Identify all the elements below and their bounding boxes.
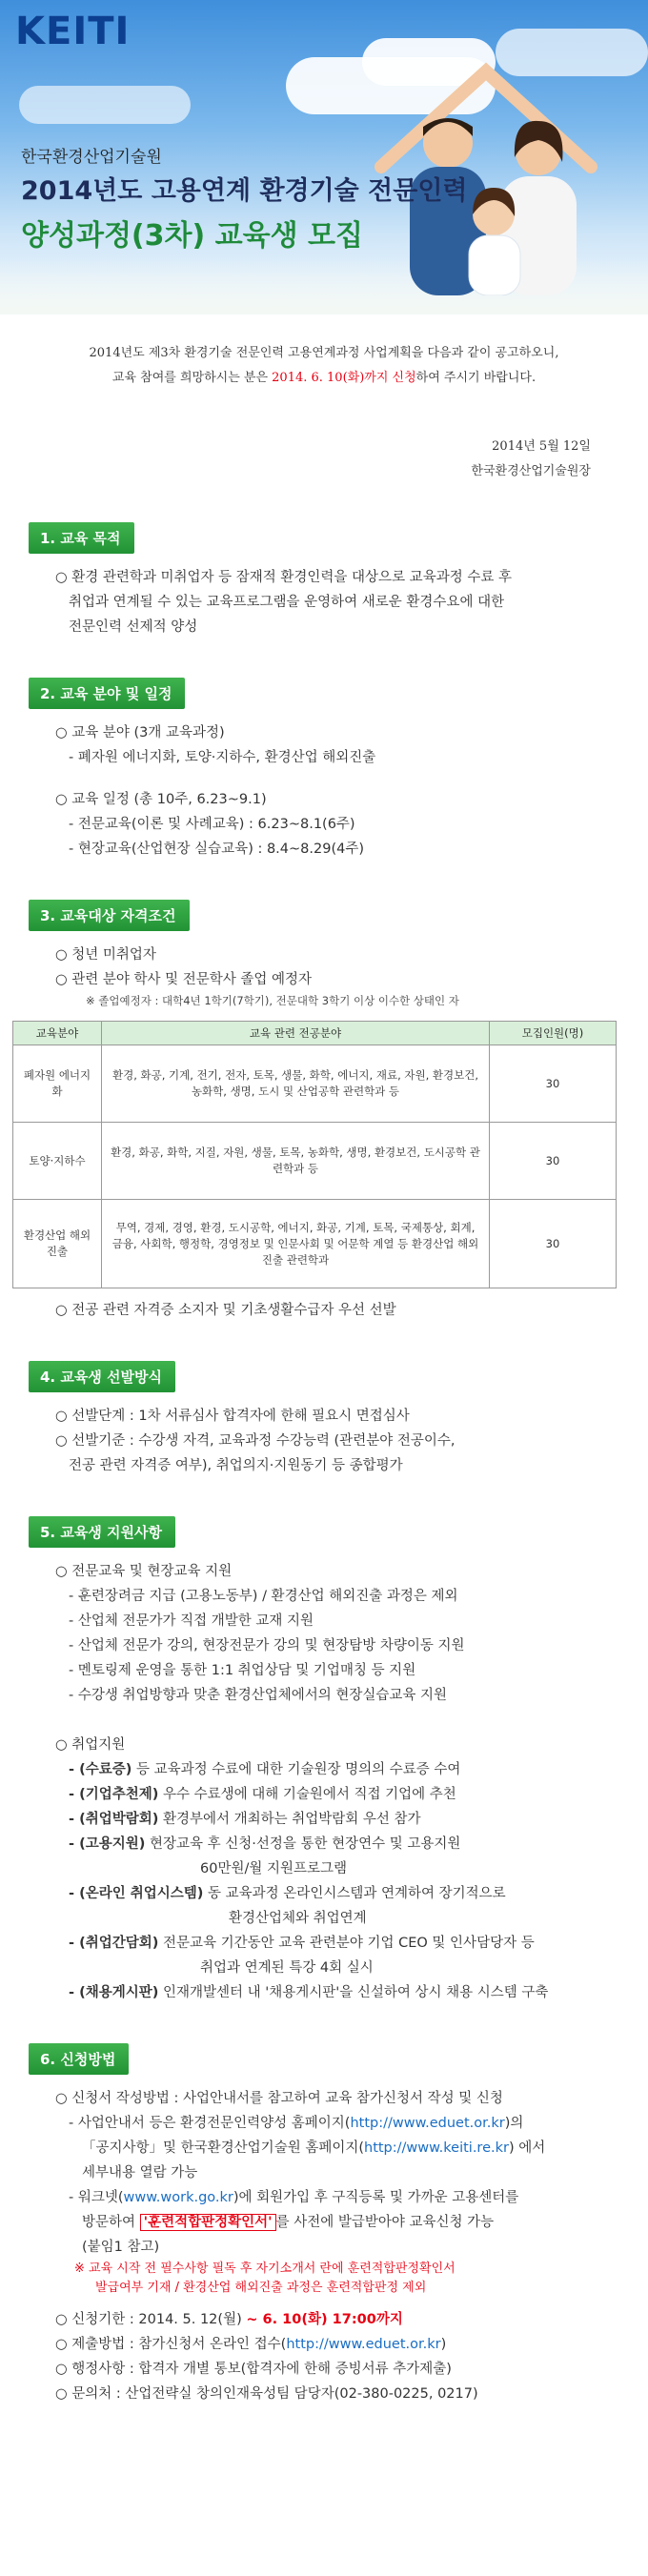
- text-line: ○ 관련 분야 학사 및 전문학사 졸업 예정자: [55, 972, 313, 987]
- text-line: - (온라인 취업시스템) 동 교육과정 온라인시스템과 연계하여 장기적으로: [69, 1886, 506, 1901]
- table-cell: 30: [490, 1123, 617, 1200]
- text-line: ○ 전공 관련 자격증 소지자 및 기초생활수급자 우선 선발: [55, 1303, 396, 1318]
- note-text: ※ 졸업예정자 : 대학4년 1학기(7학기), 전문대학 3학기 이상 이수한 상태인 자: [86, 994, 459, 1007]
- certificate-highlight: '훈련적합판정확인서': [140, 2214, 276, 2231]
- table-row: [13, 1200, 617, 1288]
- table-row: [13, 1123, 617, 1200]
- text-line: - 산업체 전문가 강의, 현장전문가 강의 및 현장탐방 차량이동 지원: [69, 1638, 465, 1653]
- table-cell: 30: [490, 1200, 617, 1288]
- text-line: (붙임1 참고): [82, 2240, 160, 2255]
- table-cell: 무역, 경제, 경영, 환경, 도시공학, 에너지, 화공, 기계, 토목, 국제통상, 회계, 금융, 사회학, 행정학, 경영정보 및 인문사회 및 어문학 계열 등 환경산업 해외진출 관련학과: [102, 1200, 490, 1288]
- section-support: [29, 1478, 648, 2005]
- text-line: ○ 교육 일정 (총 10주, 6.23~9.1): [55, 792, 267, 807]
- text-line: ○ 전문교육 및 현장교육 지원: [55, 1564, 233, 1579]
- text-line: - 현장교육(산업현장 실습교육) : 8.4~8.29(4주): [69, 842, 364, 857]
- text-line: 「공지사항」및 한국환경산업기술원 홈페이지(http://www.keiti.re.kr) 에서: [82, 2140, 546, 2156]
- text-line: - 사업안내서 등은 환경전문인력양성 홈페이지(http://www.eduet.or.kr)의: [69, 2116, 524, 2131]
- text-line: - (채용게시판) 인재개발센터 내 '채용게시판'을 신설하여 상시 채용 시스템 구축: [69, 1985, 549, 2000]
- text-line: 방문하여 '훈련적합판정확인서' 를 사전에 발급받아야 교육신청 가능: [82, 2215, 495, 2230]
- text-line: 취업과 연계될 수 있는 교육프로그램을 운영하여 새로운 환경수요에 대한: [69, 595, 505, 610]
- header-banner: [0, 0, 648, 314]
- page-title-line2: 양성과정(3차) 교육생 모집: [21, 219, 363, 253]
- text-line: 전공 관련 자격증 여부), 취업의지·지원동기 등 종합평가: [69, 1458, 403, 1473]
- text-line: - 훈련장려금 지급 (고용노동부) / 환경산업 해외진출 과정은 제외: [69, 1589, 458, 1604]
- issue-info: [0, 435, 591, 484]
- page-title-line1: 2014년도 고용연계 환경기술 전문인력: [21, 176, 468, 206]
- section-title: 2. 교육 분야 및 일정: [29, 678, 185, 709]
- deadline-text: ~ 6. 10(화) 17:00까지: [246, 2312, 403, 2327]
- text-line: 세부내용 열람 가능: [82, 2165, 198, 2180]
- text-line: 환경산업체와 취업연계: [229, 1911, 367, 1926]
- deadline-highlight: 2014. 6. 10(화)까지 신청: [272, 371, 416, 385]
- table-cell: 환경산업 해외진출: [13, 1200, 102, 1288]
- table-header: 모집인원(명): [490, 1022, 617, 1045]
- text-line: ○ 청년 미취업자: [55, 947, 156, 963]
- keiti-logo: KEITI: [15, 10, 131, 53]
- table-row: [13, 1045, 617, 1123]
- text-line: ○ 환경 관련학과 미취업자 등 잠재적 환경인력을 대상으로 교육과정 수료 후: [55, 570, 512, 585]
- text-line: 전문인력 선제적 양성: [69, 619, 198, 635]
- section-title: 6. 신청방법: [29, 2043, 129, 2075]
- text-line: - (수료증) 등 교육과정 수료에 대한 기술원장 명의의 수료증 수여: [69, 1762, 461, 1777]
- text-line: ○ 제출방법 : 참가신청서 온라인 접수(http://www.eduet.or.kr): [55, 2337, 447, 2352]
- section-title: 3. 교육대상 자격조건: [29, 900, 190, 931]
- text-line: ○ 취업지원: [55, 1737, 126, 1753]
- section-eligibility: [29, 862, 648, 1009]
- table-cell: 환경, 화공, 화학, 지질, 자원, 생물, 토목, 농화학, 생명, 환경보건, 도시공학 관련학과 등: [102, 1123, 490, 1200]
- table-cell: 환경, 화공, 기계, 전기, 전자, 토목, 생물, 화학, 에너지, 재료, 자원, 환경보건, 농화학, 생명, 도시 및 산업공학 관련학과 등: [102, 1045, 490, 1123]
- text-line: - 수강생 취업방향과 맞춘 환경산업체에서의 현장실습교육 지원: [69, 1688, 448, 1703]
- org-name: 한국환경산업기술원: [21, 148, 162, 167]
- section-purpose: [29, 484, 648, 639]
- table-header-row: [13, 1022, 617, 1045]
- table-header: 교육분야: [13, 1022, 102, 1045]
- section-title: 4. 교육생 선발방식: [29, 1361, 175, 1392]
- text-line: - 산업체 전문가가 직접 개발한 교재 지원: [69, 1613, 314, 1629]
- table-cell: 토양·지하수: [13, 1123, 102, 1200]
- text-line: ○ 선발기준 : 수강생 자격, 교육과정 수강능력 (관련분야 전공이수,: [55, 1433, 456, 1449]
- text-line: 60만원/월 지원프로그램: [200, 1861, 348, 1876]
- text-line: - (취업박람회) 환경부에서 개최하는 취업박람회 우선 참가: [69, 1812, 421, 1827]
- text-line: 취업과 연계된 특강 4회 실시: [200, 1960, 374, 1976]
- table-header: 교육 관련 전공분야: [102, 1022, 490, 1045]
- text-line: - 전문교육(이론 및 사례교육) : 6.23~8.1(6주): [69, 817, 355, 832]
- section-application: [29, 2005, 648, 2406]
- intro-line1: 2014년도 제3차 환경기술 전문인력 고용연계과정 사업계획을 다음과 같이 공고하오니,: [89, 346, 559, 360]
- text-line: ○ 신청서 작성방법 : 사업안내서를 참고하여 교육 참가신청서 작성 및 신청: [55, 2091, 503, 2106]
- text-line: - (고용지원) 현장교육 후 신청·선정을 통한 현장연수 및 고용지원: [69, 1836, 461, 1852]
- keiti-link[interactable]: http://www.keiti.re.kr: [364, 2140, 509, 2156]
- text-line: - (기업추천제) 우수 수료생에 대해 기술원에서 직접 기업에 추천: [69, 1787, 456, 1802]
- worknet-link[interactable]: www.work.go.kr: [123, 2190, 233, 2205]
- section-title: 5. 교육생 지원사항: [29, 1516, 175, 1548]
- text-line: ○ 문의처 : 산업전략실 창의인재육성팀 담당자(02-380-0225, 0217): [55, 2386, 478, 2402]
- section-eligibility-extra: [29, 1298, 648, 1323]
- intro-line2: 교육 참여를 희망하시는 분은 2014. 6. 10(화)까지 신청하여 주시기 바랍니다.: [111, 371, 537, 385]
- text-line: ○ 교육 분야 (3개 교육과정): [55, 725, 225, 740]
- text-line: ○ 선발단계 : 1차 서류심사 합격자에 한해 필요시 면접심사: [55, 1409, 410, 1424]
- section-selection: [29, 1323, 648, 1478]
- intro-text: [0, 341, 648, 391]
- note-text: ※ 교육 시작 전 필수사항 필독 후 자기소개서 란에 훈련적합판정확인서: [74, 2262, 456, 2276]
- issue-date: 2014년 5월 12일: [492, 439, 591, 454]
- text-line: - 폐자원 에너지화, 토양·지하수, 환경산업 해외진출: [69, 750, 376, 765]
- section-fields-schedule: [29, 639, 648, 862]
- text-line: - 워크넷(www.work.go.kr)에 회원가입 후 구직등록 및 가까운 고용센터를: [69, 2190, 519, 2205]
- issuer: 한국환경산업기술원장: [471, 464, 591, 478]
- eduet-link[interactable]: http://www.eduet.or.kr: [350, 2116, 505, 2131]
- text-line: - (취업간담회) 전문교육 기간동안 교육 관련분야 기업 CEO 및 인사담당자 등: [69, 1936, 535, 1951]
- text-line: ○ 행정사항 : 합격자 개별 통보(합격자에 한해 증빙서류 추가제출): [55, 2362, 452, 2377]
- recruitment-table: [12, 1021, 617, 1288]
- table-cell: 폐자원 에너지화: [13, 1045, 102, 1123]
- text-line: - 멘토링제 운영을 통한 1:1 취업상담 및 기업매칭 등 지원: [69, 1663, 416, 1678]
- note-text: 발급여부 기재 / 환경산업 해외진출 과정은 훈련적합판정 제외: [95, 2281, 427, 2295]
- eduet-submit-link[interactable]: http://www.eduet.or.kr: [286, 2337, 441, 2352]
- section-title: 1. 교육 목적: [29, 522, 134, 554]
- table-cell: 30: [490, 1045, 617, 1123]
- text-line: ○ 신청기한 : 2014. 5. 12(월) ~ 6. 10(화) 17:00까지: [55, 2312, 403, 2327]
